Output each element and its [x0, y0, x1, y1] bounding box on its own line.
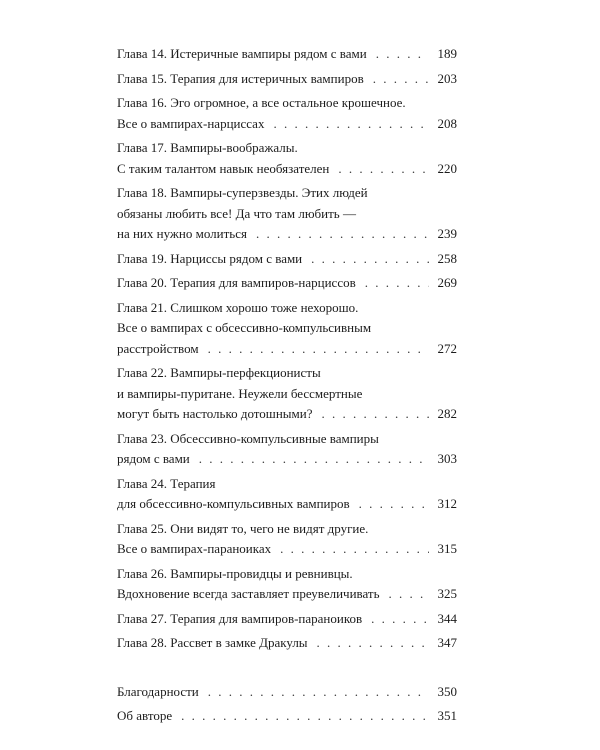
toc-entry-title: могут быть настолько дотошными?: [117, 406, 313, 421]
toc-entry-line: [117, 494, 457, 515]
toc-entry-line: [117, 404, 457, 425]
dot-leader: [199, 449, 429, 470]
page-number: 350: [437, 683, 457, 699]
toc-entry: [117, 706, 457, 727]
dot-leader: [389, 584, 429, 605]
toc-entry-title: Глава 28. Рассвет в замке Дракулы: [117, 635, 308, 650]
toc-entry-line: [117, 298, 457, 319]
toc-entry-line: [117, 682, 457, 703]
toc-entry-line: [117, 539, 457, 560]
toc-entry-title: на них нужно молиться: [117, 226, 247, 241]
toc-entry-title: Глава 26. Вампиры-провидцы и ревнивцы.: [117, 565, 353, 581]
dot-leader: [317, 633, 429, 654]
page-number: 344: [437, 610, 457, 626]
toc-entry-line: [117, 429, 457, 450]
page-number: 312: [437, 496, 457, 511]
toc-entry: [117, 69, 457, 90]
page-number: 282: [437, 406, 457, 421]
toc-entry-line: [117, 633, 457, 654]
toc-entry-line: [117, 273, 457, 294]
toc-entry-title: для обсессивно-компульсивных вампиров: [117, 496, 350, 511]
dot-leader: [376, 44, 429, 65]
toc-entry-title: Глава 16. Эго огромное, а все остальное крошечное.: [117, 95, 406, 110]
dot-leader: [256, 224, 429, 245]
page-number: 325: [437, 586, 457, 601]
page-number: 269: [437, 275, 457, 290]
toc-entry-title: Об авторе: [117, 708, 173, 723]
dot-leader: [208, 339, 429, 360]
toc-entry: [117, 429, 457, 470]
toc-entry-line: [117, 183, 457, 204]
toc-entry-line: [117, 609, 457, 630]
dot-leader: [311, 249, 429, 270]
page-number: 351: [437, 708, 457, 723]
toc-entry-line: [117, 138, 457, 159]
toc-entry: [117, 298, 457, 360]
page-number: 220: [437, 160, 457, 176]
toc-entry-line: [117, 706, 457, 727]
toc-entry-title: и вампиры-пуритане. Неужели бессмертные: [117, 385, 363, 401]
dot-leader: [273, 114, 429, 135]
page-number: 203: [437, 70, 457, 86]
toc-entry: [117, 682, 457, 703]
toc-entry-title: Глава 14. Истеричные вампиры рядом с вами: [117, 46, 367, 61]
dot-leader: [373, 69, 429, 90]
toc-entry-title: Все о вампирах-нарциссах: [117, 115, 265, 131]
dot-leader: [371, 609, 429, 630]
toc-entry-title: рядом с вами: [117, 451, 190, 466]
page-number: 258: [437, 250, 457, 266]
dot-leader: [338, 159, 429, 180]
toc-entry: [117, 564, 457, 605]
page-number: 315: [437, 541, 457, 556]
toc-entry-line: [117, 249, 457, 270]
chapter-list: [117, 44, 457, 654]
page-number: 347: [437, 635, 457, 650]
toc-entry-title: Глава 18. Вампиры-суперзвезды. Этих людей: [117, 185, 368, 200]
toc-entry-line: [117, 44, 457, 65]
toc-entry-title: Все о вампирах с обсессивно-компульсивным: [117, 320, 372, 335]
page-number: 272: [437, 340, 457, 356]
dot-leader: [365, 273, 429, 294]
toc-entry-line: [117, 339, 457, 360]
toc-entry-title: Глава 27. Терапия для вампиров-параноиков: [117, 610, 363, 626]
page-number: 208: [437, 115, 457, 131]
toc-entry-title: Глава 20. Терапия для вампиров-нарциссов: [117, 275, 356, 290]
toc-entry-line: [117, 93, 457, 114]
dot-leader: [359, 494, 429, 515]
toc-entry: [117, 138, 457, 179]
toc-entry-line: [117, 519, 457, 540]
toc-entry: [117, 249, 457, 270]
toc-entry-title: Глава 25. Они видят то, чего не видят другие.: [117, 520, 369, 536]
table-of-contents: [117, 44, 457, 727]
toc-entry-line: [117, 584, 457, 605]
toc-entry-line: [117, 363, 457, 384]
toc-entry-line: [117, 449, 457, 470]
toc-entry-title: Вдохновение всегда заставляет преувеличивать: [117, 586, 380, 601]
toc-entry: [117, 363, 457, 425]
dot-leader: [181, 706, 429, 727]
toc-entry-title: обязаны любить все! Да что там любить —: [117, 205, 356, 221]
page-number: 239: [437, 226, 457, 241]
dot-leader: [208, 682, 429, 703]
toc-entry-title: Глава 21. Слишком хорошо тоже нехорошо.: [117, 299, 359, 315]
toc-entry-line: [117, 159, 457, 180]
toc-entry-line: [117, 224, 457, 245]
toc-entry: [117, 183, 457, 245]
toc-entry-title: Глава 17. Вампиры-воображалы.: [117, 140, 298, 155]
toc-entry: [117, 474, 457, 515]
page-number: 303: [437, 451, 457, 466]
backmatter-list: [117, 682, 457, 727]
toc-entry-title: Глава 22. Вампиры-перфекционисты: [117, 365, 321, 380]
toc-entry-line: [117, 69, 457, 90]
toc-entry-line: [117, 114, 457, 135]
toc-entry-title: Благодарности: [117, 683, 199, 699]
toc-entry: [117, 93, 457, 134]
toc-entry-title: Глава 15. Терапия для истеричных вампиров: [117, 70, 364, 86]
toc-entry: [117, 519, 457, 560]
toc-entry: [117, 273, 457, 294]
toc-entry-line: [117, 474, 457, 495]
toc-entry-title: расстройством: [117, 340, 199, 356]
toc-entry: [117, 609, 457, 630]
toc-entry-title: Глава 24. Терапия: [117, 475, 216, 491]
dot-leader: [321, 404, 429, 425]
toc-entry: [117, 44, 457, 65]
page-number: 189: [437, 46, 457, 61]
toc-entry-title: С таким талантом навык необязателен: [117, 160, 330, 176]
toc-entry-line: [117, 318, 457, 339]
toc-entry-line: [117, 384, 457, 405]
toc-entry-line: [117, 204, 457, 225]
toc-entry-line: [117, 564, 457, 585]
toc-entry: [117, 633, 457, 654]
toc-entry-title: Все о вампирах-параноиках: [117, 541, 272, 556]
toc-entry-title: Глава 19. Нарциссы рядом с вами: [117, 250, 303, 266]
toc-entry-title: Глава 23. Обсессивно-компульсивные вампиры: [117, 430, 379, 446]
dot-leader: [280, 539, 429, 560]
